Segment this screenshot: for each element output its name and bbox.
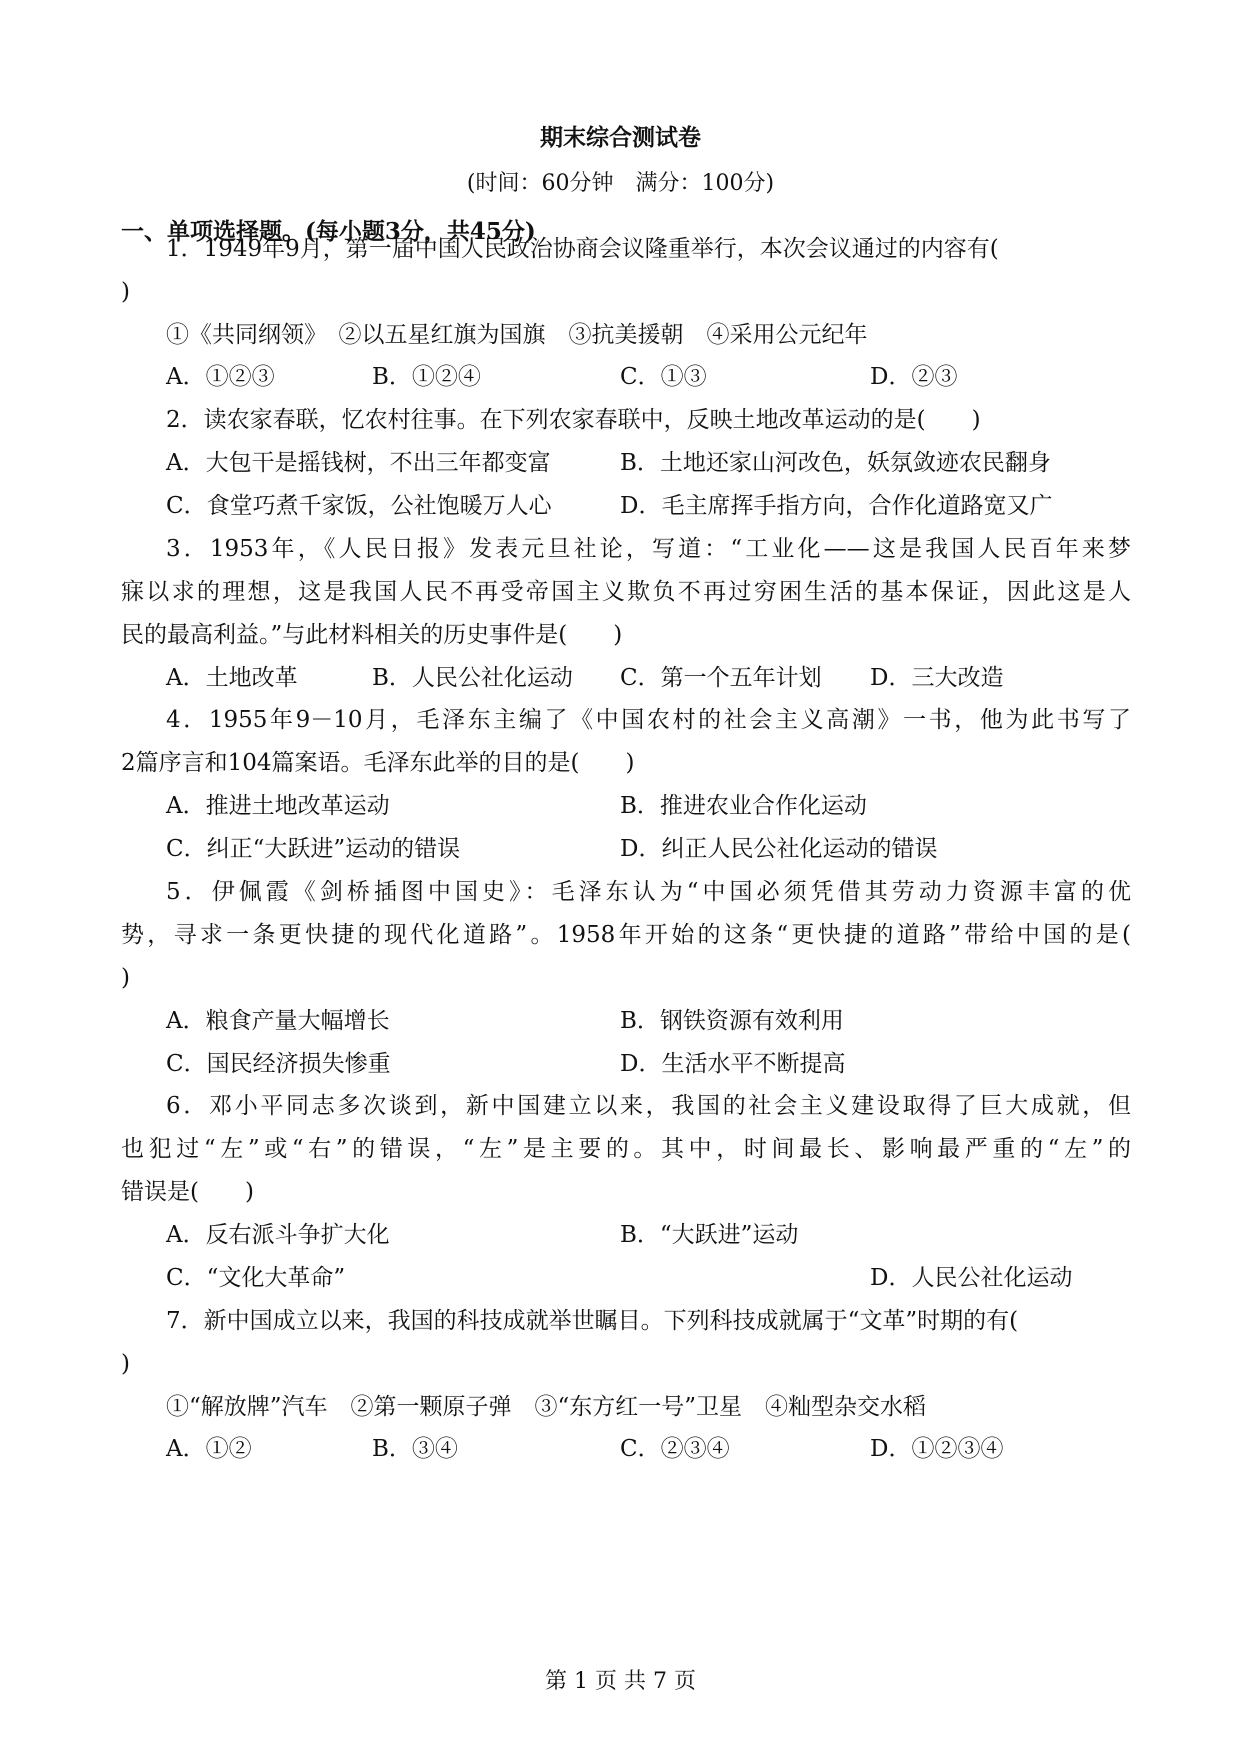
option-c: C．②③④ — [620, 1436, 730, 1462]
option-a: A．反右派斗争扩大化 — [166, 1222, 390, 1248]
option-b: B．③④ — [372, 1436, 458, 1462]
question-stem-line: 民的最高利益。”与此材料相关的历史事件是( ) — [121, 622, 623, 648]
question-stem-line: 1．1949年9月，第一届中国人民政治协商会议隆重举行，本次会议通过的内容有( — [166, 236, 999, 262]
question-stem-line: 2．读农家春联，忆农村往事。在下列农家春联中，反映土地改革运动的是( ) — [166, 407, 981, 433]
option-a: A．①② — [166, 1436, 252, 1462]
option-a: A．大包干是摇钱树，不出三年都变富 — [166, 450, 551, 476]
question-stem-line: 势，寻求一条更快捷的现代化道路”。1958年开始的这条“更快捷的道路”带给中国的是( — [121, 922, 1131, 948]
option-d: D．毛主席挥手指方向，合作化道路宽又广 — [620, 493, 1053, 519]
section-heading: 一、单项选择题。(每小题3分，共45分) — [121, 218, 536, 245]
question-stem-line: 寐以求的理想，这是我国人民不再受帝国主义欺负不再过穷困生活的基本保证，因此这是人 — [121, 579, 1131, 605]
option-a: A．土地改革 — [166, 665, 298, 691]
question-stem-line: 2篇序言和104篇案语。毛泽东此举的目的是( ) — [121, 750, 635, 776]
option-d: D．①②③④ — [870, 1436, 1004, 1462]
option-a: A．粮食产量大幅增长 — [166, 1008, 390, 1034]
option-c: C．“文化大革命” — [166, 1265, 346, 1291]
option-d: D．人民公社化运动 — [870, 1265, 1073, 1291]
option-b: B．①②④ — [372, 364, 481, 390]
option-d: D．纠正人民公社化运动的错误 — [620, 836, 938, 862]
question-stem-line: ) — [121, 965, 130, 991]
question-items: ①《共同纲领》 ②以五星红旗为国旗 ③抗美援朝 ④采用公元纪年 — [166, 322, 868, 348]
option-c: C．纠正“大跃进”运动的错误 — [166, 836, 461, 862]
option-c: C．第一个五年计划 — [620, 665, 822, 691]
question-stem-line: 4．1955年9－10月，毛泽东主编了《中国农村的社会主义高潮》一书，他为此书写了 — [166, 707, 1131, 733]
option-b: B．“大跃进”运动 — [620, 1222, 799, 1248]
question-stem-line: 7．新中国成立以来，我国的科技成就举世瞩目。下列科技成就属于“文革”时期的有( — [166, 1308, 1019, 1334]
option-d: D．三大改造 — [870, 665, 1004, 691]
option-b: B．推进农业合作化运动 — [620, 793, 867, 819]
option-b: B．钢铁资源有效利用 — [620, 1008, 844, 1034]
question-stem-line: 也犯过“左”或“右”的错误，“左”是主要的。其中，时间最长、影响最严重的“左”的 — [121, 1136, 1131, 1162]
option-d: D．②③ — [870, 364, 958, 390]
option-c: C．国民经济损失惨重 — [166, 1051, 391, 1077]
question-stem-line: 5．伊佩霞《剑桥插图中国史》：毛泽东认为“中国必须凭借其劳动力资源丰富的优 — [166, 879, 1131, 905]
option-a: A．推进土地改革运动 — [166, 793, 390, 819]
option-b: B．人民公社化运动 — [372, 665, 573, 691]
option-d: D．生活水平不断提高 — [620, 1051, 846, 1077]
exam-title: 期末综合测试卷 — [540, 124, 701, 151]
exam-subtitle: (时间：60分钟 满分：100分) — [466, 171, 775, 196]
option-c: C．①③ — [620, 364, 707, 390]
question-stem-line: 3．1953年，《人民日报》发表元旦社论，写道：“工业化——这是我国人民百年来梦 — [166, 536, 1131, 562]
question-stem-line: 6．邓小平同志多次谈到，新中国建立以来，我国的社会主义建设取得了巨大成就，但 — [166, 1093, 1131, 1119]
option-a: A．①②③ — [166, 364, 275, 390]
question-stem-line: 错误是( ) — [121, 1179, 254, 1205]
question-items: ①“解放牌”汽车 ②第一颗原子弹 ③“东方红一号”卫星 ④籼型杂交水稻 — [166, 1394, 927, 1420]
question-stem-line: ) — [121, 1351, 130, 1377]
page-footer: 第 1 页 共 7 页 — [545, 1669, 696, 1694]
option-c: C．食堂巧煮千家饭，公社饱暖万人心 — [166, 493, 552, 519]
option-b: B．土地还家山河改色，妖氛敛迹农民翻身 — [620, 450, 1051, 476]
question-stem-line: ) — [121, 279, 130, 305]
